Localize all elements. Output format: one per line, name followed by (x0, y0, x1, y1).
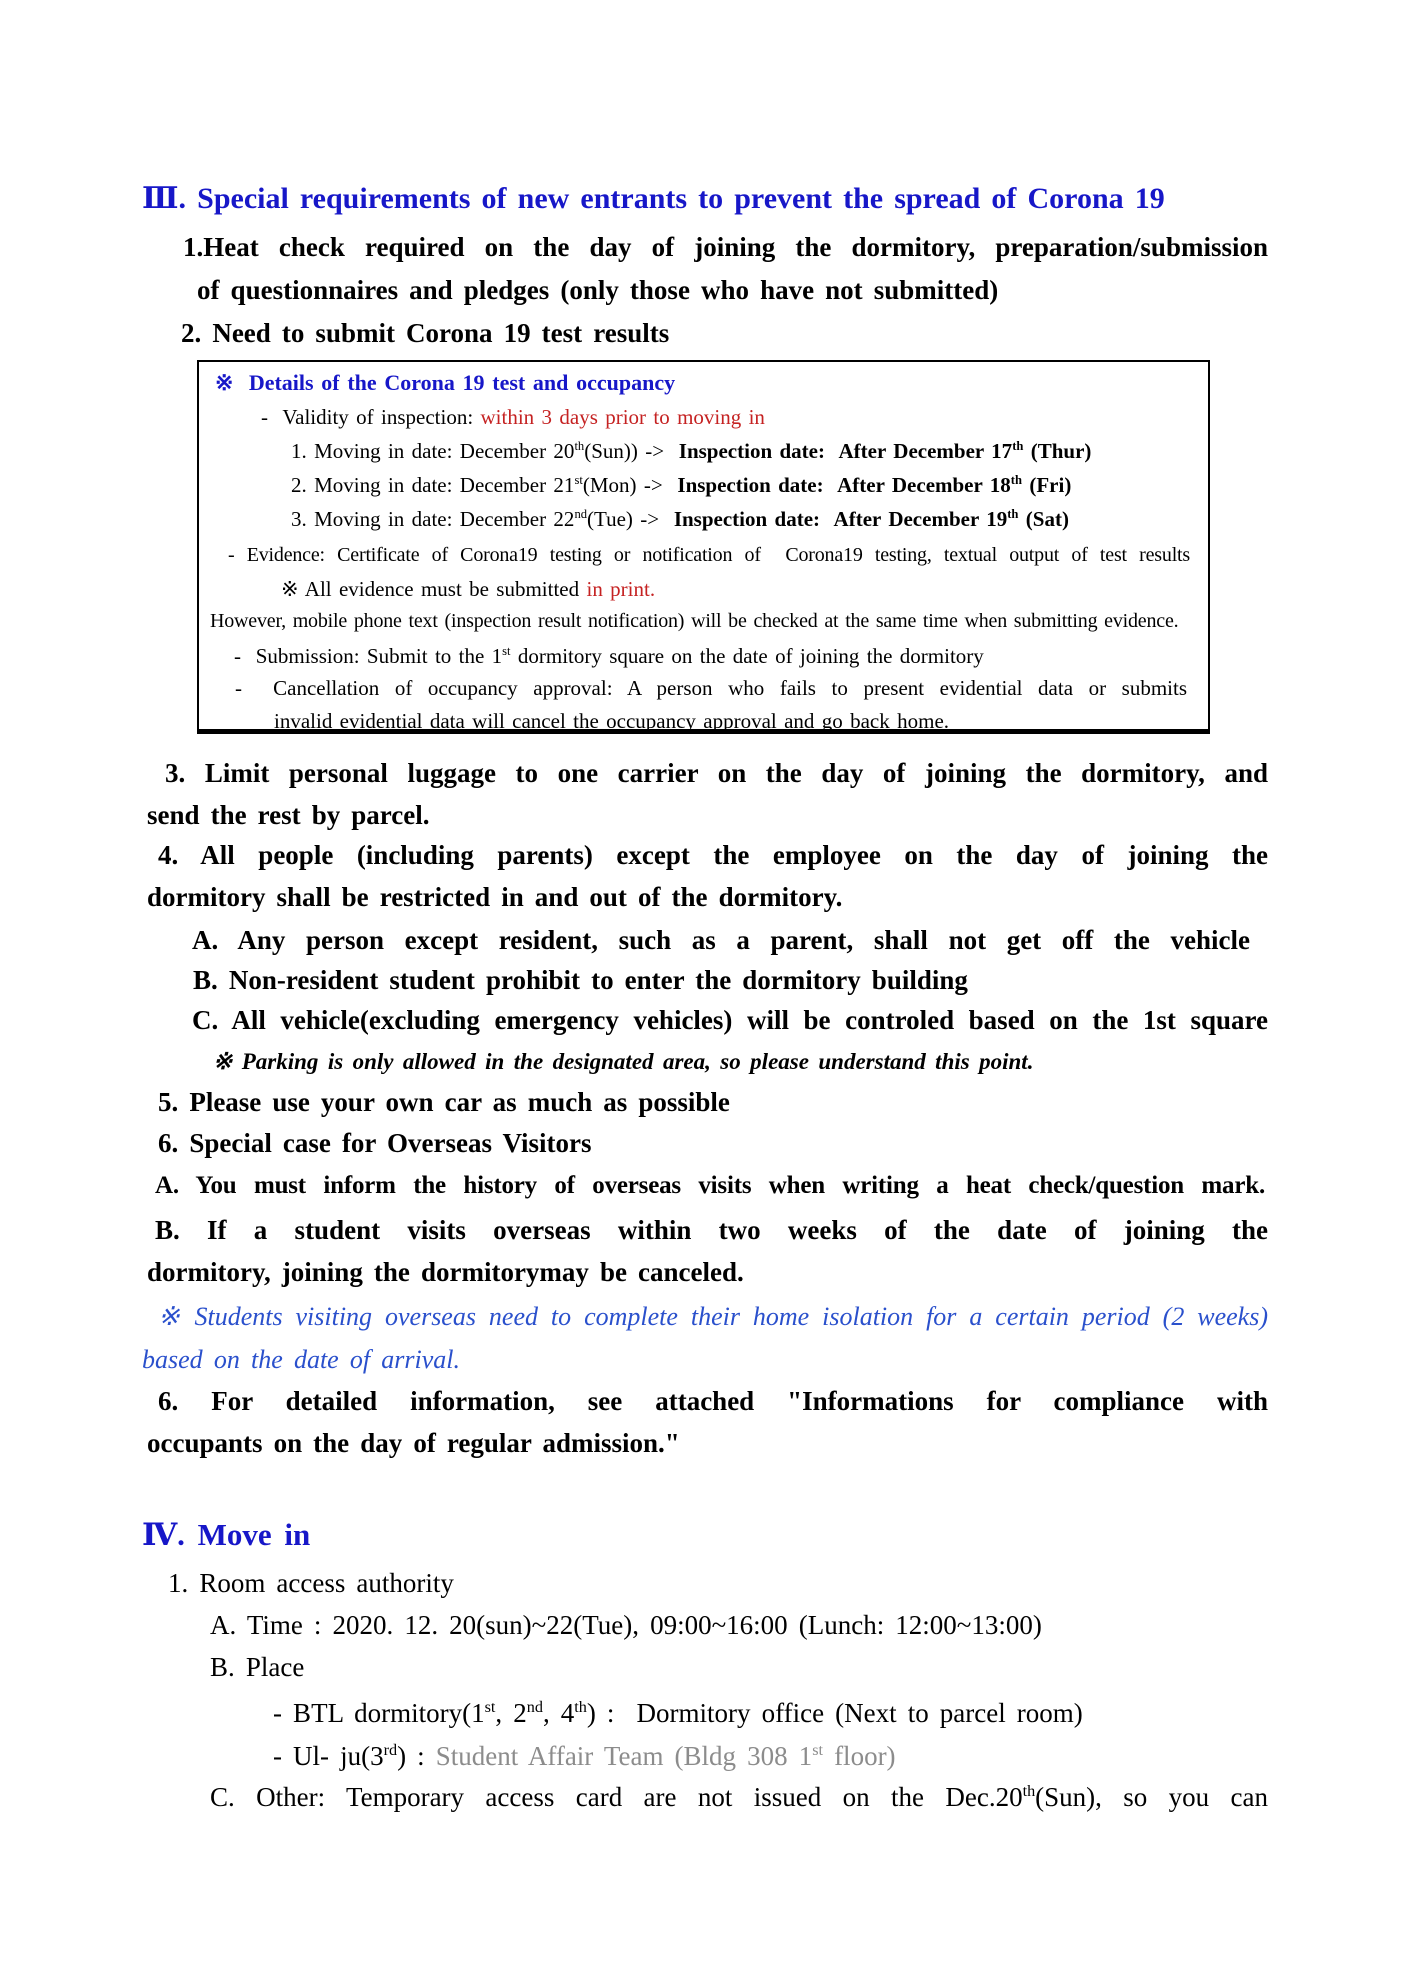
text-segment: ※ All evidence must be submitted (281, 577, 587, 601)
text-segment: (Sun)) -> (584, 439, 679, 463)
text-segment: st (574, 473, 583, 487)
item2: 2. Need to submit Corona 19 test results (181, 318, 670, 348)
text-segment: th (574, 1698, 587, 1716)
text-segment: th (1010, 473, 1022, 487)
item4-B: B. Non-resident student prohibit to enter the dormitory building (193, 965, 968, 995)
item4-A: A. Any person except resident, such as a parent, shall not get off the vehicle (192, 925, 1250, 955)
text-segment: th (1007, 507, 1019, 521)
overseas-note-line2: based on the date of arrival. (142, 1345, 461, 1374)
text-segment: nd (526, 1698, 543, 1716)
text-segment: - Ul- ju(3 (273, 1741, 384, 1771)
text-segment: (Tue) -> (587, 507, 674, 531)
overseas-note-line1: ※ Students visiting overseas need to complete their home isolation for a certain period (2 weeks) (158, 1302, 1268, 1331)
item1-line2: of questionnaires and pledges (only those who have not submitted) (197, 275, 999, 305)
text-segment: st (484, 1698, 496, 1716)
move-in-item1: 1. Room access authority (168, 1568, 454, 1598)
section4-heading: Ⅳ. Move in (142, 1517, 311, 1552)
corona-test-details-box (197, 360, 1210, 734)
item4-line2: dormitory shall be restricted in and out of the dormitory. (147, 882, 843, 912)
item6b-line1: 6. For detailed information, see attached "Informations for compliance with (158, 1386, 1268, 1416)
box-evidence: - Evidence: Certificate of Corona19 testing or notification of Corona19 testing, textual output of test results (228, 544, 1190, 566)
text-segment: (Sat) (1018, 507, 1069, 531)
box-submission (234, 643, 984, 669)
text-segment: ) : (397, 1741, 436, 1771)
text-segment: floor) (823, 1741, 896, 1771)
move-in-item1-A: A. Time : 2020. 12. 20(sun)~22(Tue), 09:00~16:00 (Lunch: 12:00~13:00) (210, 1610, 1042, 1640)
move-in-place2 (273, 1740, 896, 1774)
box-cancellation-line2: invalid evidential data will cancel the occupancy approval and go back home. (274, 709, 950, 733)
box-all-evidence (281, 576, 655, 602)
item4-line1: 4. All people (including parents) except the employee on the day of joining the (158, 840, 1268, 870)
text-segment: 1. Moving in date: December 20 (291, 439, 575, 463)
item6b-line2: occupants on the day of regular admission." (147, 1428, 680, 1458)
text-segment: - Submission: Submit to the 1 (234, 644, 503, 668)
section3-heading: Ⅲ. Special requirements of new entrants to prevent the spread of Corona 19 (142, 182, 1165, 215)
item1-line1: 1.Heat check required on the day of joining the dormitory, preparation/submission (183, 232, 1268, 262)
box-header: ※ Details of the Corona 19 test and occupancy (215, 370, 676, 395)
text-segment: C. Other: Temporary access card are not issued on the Dec.20 (210, 1782, 1023, 1812)
box-date3 (291, 506, 1069, 532)
item3-line2: send the rest by parcel. (147, 800, 430, 830)
move-in-place1 (273, 1697, 1083, 1731)
item6-A: A. You must inform the history of overseas visits when writing a heat check/question mark. (155, 1172, 1265, 1199)
item6-B-line1: B. If a student visits overseas within two weeks of the date of joining the (155, 1215, 1268, 1245)
box-date2 (291, 472, 1071, 498)
text-segment: - Validity of inspection: (261, 405, 481, 429)
text-segment: st (502, 644, 511, 658)
text-segment: - BTL dormitory(1 (273, 1698, 485, 1728)
text-segment: (Mon) -> (582, 473, 678, 497)
text-segment: (Sun), so you can (1035, 1782, 1269, 1812)
parking-note: ※ Parking is only allowed in the designated area, so please understand this point. (213, 1049, 1034, 1074)
item6-B-line2: dormitory, joining the dormitorymay be canceled. (147, 1257, 744, 1287)
move-in-item1-C (210, 1781, 1268, 1815)
text-segment: st (812, 1741, 823, 1759)
text-segment: in print. (586, 577, 656, 601)
item5: 5. Please use your own car as much as possible (158, 1087, 730, 1117)
text-segment: Inspection date: After December 18 (677, 473, 1011, 497)
text-segment: 3. Moving in date: December 22 (291, 507, 575, 531)
box-however: However, mobile phone text (inspection result notification) will be checked at the same time when submitting evidence. (210, 610, 1179, 632)
box-validity (261, 404, 765, 430)
box-date1 (291, 438, 1091, 464)
box-cancellation-line1: - Cancellation of occupancy approval: A person who fails to present evidential data or submits (235, 676, 1187, 700)
text-segment: , 2 (495, 1698, 527, 1728)
text-segment: 2. Moving in date: December 21 (291, 473, 575, 497)
text-segment: rd (383, 1741, 398, 1759)
move-in-item1-B: B. Place (210, 1652, 305, 1682)
text-segment: nd (574, 507, 588, 521)
text-segment: dormitory square on the date of joining the dormitory (510, 644, 984, 668)
text-segment: within 3 days prior to moving in (480, 405, 765, 429)
item4-C: C. All vehicle(excluding emergency vehicles) will be controled based on the 1st square (192, 1005, 1268, 1035)
text-segment: Student Affair Team (Bldg 308 1 (435, 1741, 813, 1771)
text-segment: ) : Dormitory office (Next to parcel room) (586, 1698, 1083, 1728)
text-segment: Inspection date: After December 17 (678, 439, 1013, 463)
text-segment: Inspection date: After December 19 (673, 507, 1008, 531)
item6: 6. Special case for Overseas Visitors (158, 1128, 592, 1158)
text-segment: , 4 (542, 1698, 575, 1728)
text-segment: th (1012, 439, 1024, 453)
text-segment: th (574, 439, 585, 453)
text-segment: (Thur) (1023, 439, 1092, 463)
text-segment: th (1022, 1782, 1036, 1800)
text-segment: (Fri) (1022, 473, 1072, 497)
item3-line1: 3. Limit personal luggage to one carrier on the day of joining the dormitory, and (165, 758, 1268, 788)
